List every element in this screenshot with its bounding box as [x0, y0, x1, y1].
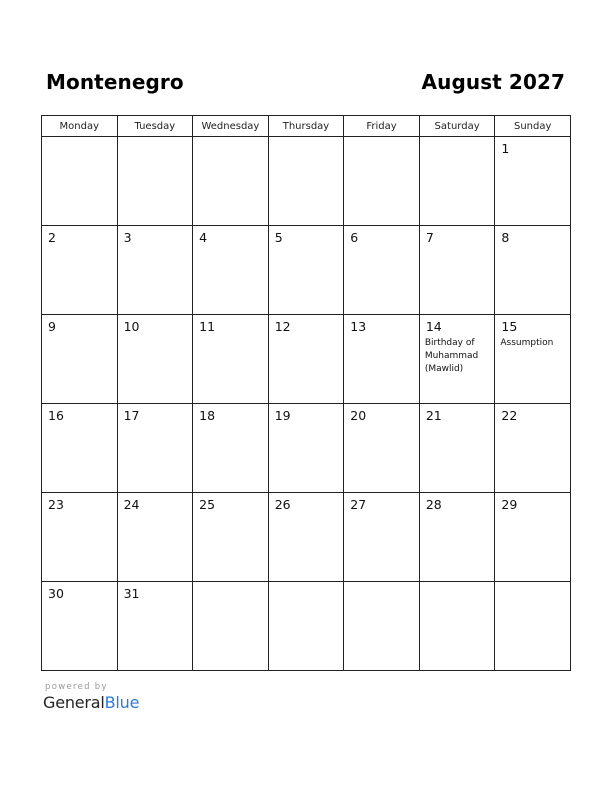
day-cell — [419, 315, 495, 404]
weekday-thursday: Thursday — [268, 116, 344, 137]
weekday-wednesday: Wednesday — [193, 116, 269, 137]
brand-general: General — [43, 693, 105, 712]
day-number: 19 — [274, 408, 291, 423]
day-cell — [193, 493, 269, 582]
day-cell — [42, 404, 118, 493]
holiday-label: Assumption — [500, 337, 554, 348]
day-number: 7 — [425, 230, 434, 245]
day-number: 28 — [425, 497, 442, 512]
day-cell — [495, 137, 571, 226]
day-cell — [495, 404, 571, 493]
day-number: 27 — [350, 497, 367, 512]
day-number: 21 — [425, 408, 442, 423]
day-number: 24 — [123, 497, 140, 512]
day-number: 15 — [501, 319, 518, 334]
weekday-friday: Friday — [344, 116, 420, 137]
day-cell — [495, 226, 571, 315]
country-title: Montenegro — [46, 70, 184, 94]
empty-day-cell — [268, 582, 344, 671]
day-number: 2 — [48, 230, 56, 245]
empty-day-cell — [495, 582, 571, 671]
day-number: 9 — [48, 319, 56, 334]
week-row — [42, 493, 571, 582]
holiday-label: Birthday of Muhammad (Mawlid) — [424, 337, 479, 374]
day-cell — [344, 226, 420, 315]
weekday-monday: Monday — [42, 116, 118, 137]
empty-day-cell — [268, 137, 344, 226]
month-year-title: August 2027 — [421, 70, 565, 94]
weekday-saturday: Saturday — [419, 116, 495, 137]
day-number: 14 — [425, 319, 442, 334]
day-cell — [419, 226, 495, 315]
day-number: 25 — [199, 497, 216, 512]
day-number: 5 — [274, 230, 283, 245]
day-number: 20 — [350, 408, 367, 423]
day-cell — [268, 493, 344, 582]
day-number: 26 — [274, 497, 291, 512]
day-cell — [42, 315, 118, 404]
day-number: 22 — [501, 408, 518, 423]
day-cell — [117, 226, 193, 315]
empty-day-cell — [419, 137, 495, 226]
day-number: 16 — [48, 408, 64, 423]
day-number: 30 — [48, 586, 64, 601]
day-cell — [193, 315, 269, 404]
day-number: 31 — [123, 586, 140, 601]
day-cell — [344, 315, 420, 404]
day-cell — [419, 404, 495, 493]
powered-by-label: powered by — [45, 682, 108, 692]
day-number: 4 — [199, 230, 208, 245]
day-cell — [419, 493, 495, 582]
empty-day-cell — [42, 137, 118, 226]
day-number: 3 — [123, 230, 132, 245]
empty-day-cell — [117, 137, 193, 226]
empty-day-cell — [344, 582, 420, 671]
day-cell — [268, 315, 344, 404]
weekday-header-row — [42, 116, 571, 137]
day-cell — [117, 315, 193, 404]
weekday-tuesday: Tuesday — [117, 116, 193, 137]
day-cell — [344, 493, 420, 582]
day-number: 12 — [274, 319, 291, 334]
day-cell — [268, 404, 344, 493]
brand-logo — [43, 693, 139, 712]
week-row — [42, 404, 571, 493]
day-cell — [495, 315, 571, 404]
day-cell — [117, 493, 193, 582]
day-cell — [268, 226, 344, 315]
day-number: 11 — [199, 319, 216, 334]
footer-branding — [43, 682, 139, 712]
empty-day-cell — [419, 582, 495, 671]
weekday-sunday: Sunday — [495, 116, 571, 137]
day-cell — [42, 582, 118, 671]
empty-day-cell — [193, 137, 269, 226]
day-number: 23 — [48, 497, 64, 512]
day-number: 10 — [123, 319, 140, 334]
day-cell — [117, 582, 193, 671]
day-cell — [117, 404, 193, 493]
day-cell — [344, 404, 420, 493]
day-cell — [42, 226, 118, 315]
week-row — [42, 137, 571, 226]
day-number: 13 — [350, 319, 367, 334]
week-row — [42, 582, 571, 671]
day-number: 1 — [501, 141, 510, 156]
empty-day-cell — [344, 137, 420, 226]
empty-day-cell — [193, 582, 269, 671]
day-number: 8 — [501, 230, 510, 245]
day-cell — [495, 493, 571, 582]
calendar-grid — [41, 115, 571, 671]
day-cell — [42, 493, 118, 582]
week-row — [42, 226, 571, 315]
day-cell — [193, 404, 269, 493]
day-number: 29 — [501, 497, 518, 512]
week-row — [42, 315, 571, 404]
day-number: 17 — [123, 408, 140, 423]
day-number: 18 — [199, 408, 216, 423]
day-cell — [193, 226, 269, 315]
brand-blue: Blue — [104, 693, 140, 712]
day-number: 6 — [350, 230, 359, 245]
